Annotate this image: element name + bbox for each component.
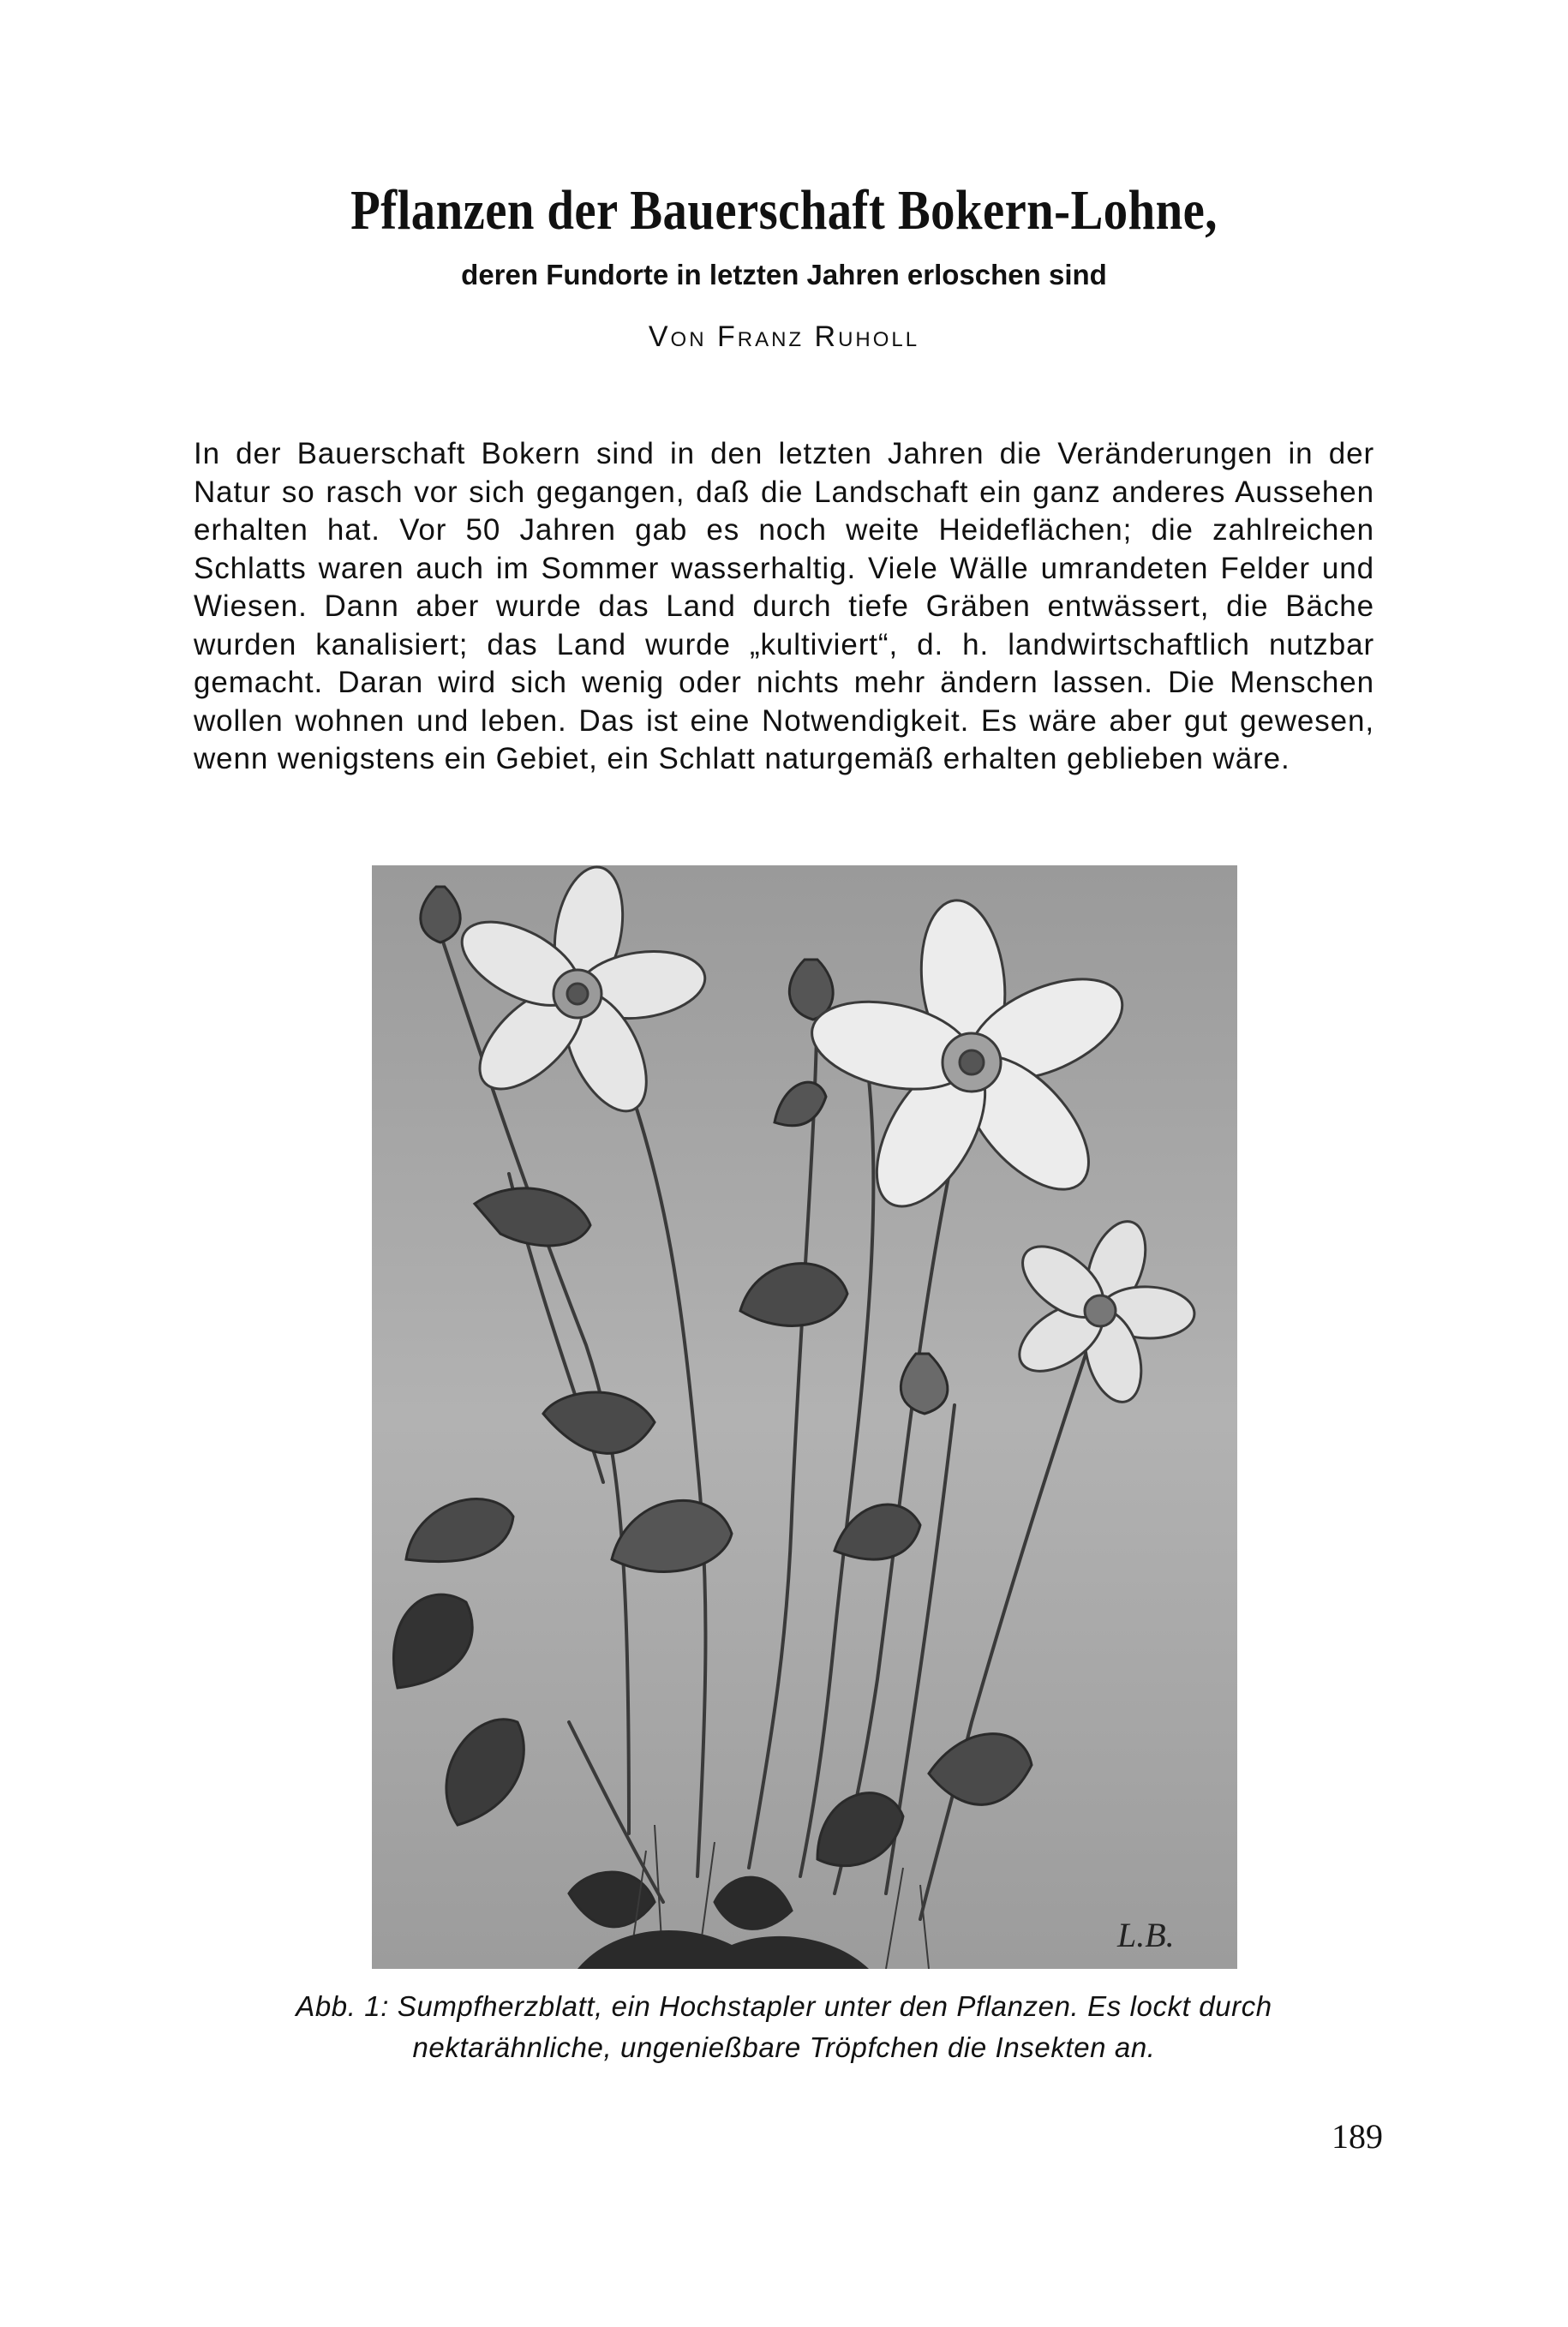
body-paragraph: In der Bauerschaft Bokern sind in den letzten Jahren die Veränderungen in der Natur so rasch vor sich gegangen, daß die Landschaft ein ganz anderes Aussehen erhalten hat. Vor 50 Jahren gab es noch weite Heideflächen; die zahlreichen Schlatts waren auch im Sommer wasserhaltig. Viele Wälle umrandeten Felder und Wiesen. Dann aber wurde das Land durch tiefe Gräben entwässert, die Bäche wurden kanalisiert; das Land wurde „kultiviert“, d. h. landwirtschaftlich nutzbar gemacht. Daran wird sich wenig oder nichts mehr ändern lassen. Die Menschen wollen wohnen und leben. Das ist eine Notwendigkeit. Es wäre aber gut gewesen, wenn wenigstens ein Gebiet, ein Schlatt naturgemäß erhalten geblieben wäre.	[194, 437, 1374, 775]
article-title: Pflanzen der Bauerschaft Bokern-Lohne,	[350, 179, 1218, 242]
figure-caption: Abb. 1: Sumpfherzblatt, ein Hochstapler unter den Pflanzen. Es lockt durch nektarähnliche, ungenießbare Tröpfchen die Insekten an.	[296, 1990, 1272, 2063]
plant-illustration	[372, 865, 1237, 1969]
plant-drawing	[372, 865, 1237, 1969]
page-number: 189	[1332, 2117, 1383, 2156]
article-author: Von Franz Ruholl	[648, 320, 920, 353]
article-subtitle: deren Fundorte in letzten Jahren erloschen sind	[461, 259, 1107, 290]
artist-signature: L.B.	[1117, 1916, 1175, 1954]
